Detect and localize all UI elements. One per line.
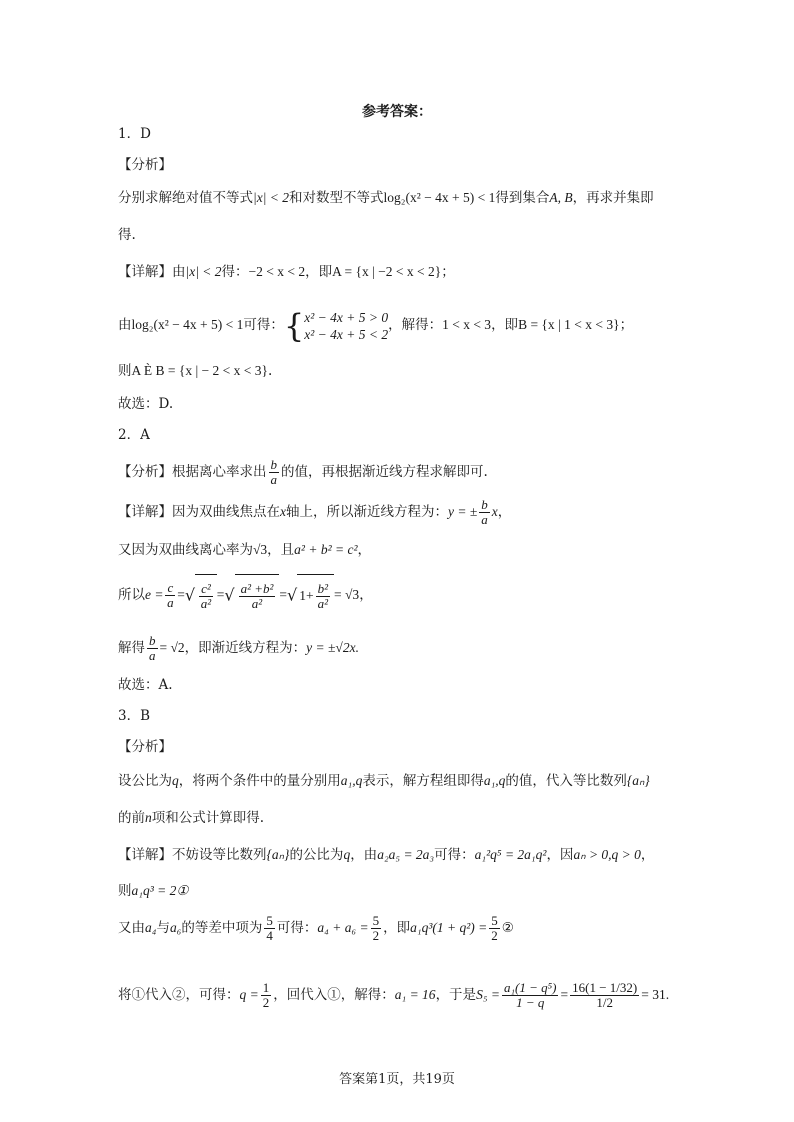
equals: = bbox=[177, 587, 185, 602]
q3-analysis-line1 bbox=[118, 772, 650, 790]
math: = √2 bbox=[159, 640, 185, 655]
math: √3 bbox=[253, 542, 268, 557]
math: A, B bbox=[549, 190, 573, 205]
math: 1 < x < 3 bbox=[442, 317, 492, 332]
system-row-2: x² − 4x + 5 < 2 bbox=[304, 326, 389, 342]
numerator: 16(1 − 1/32) bbox=[572, 980, 638, 995]
math: y = ± bbox=[448, 504, 478, 519]
text: 得到集合 bbox=[495, 190, 550, 206]
math: 1+ bbox=[299, 588, 314, 603]
math: a₁,q bbox=[340, 773, 363, 788]
q3-analysis-line2 bbox=[118, 809, 264, 827]
text: 设公比为 bbox=[118, 773, 172, 789]
q3-analysis-tag: 【分析】 bbox=[118, 739, 172, 755]
math: q bbox=[343, 847, 351, 862]
math: A = {x | −2 < x < 2} bbox=[332, 264, 442, 279]
brace-glyph: { bbox=[283, 306, 305, 345]
text: 则 bbox=[118, 883, 132, 899]
q1-detail-line1 bbox=[118, 263, 455, 281]
sqrt-body bbox=[235, 574, 280, 617]
fraction bbox=[316, 582, 330, 611]
q2-detail-line2 bbox=[118, 541, 371, 559]
text: 由 bbox=[172, 264, 186, 280]
q2-number: 2．A bbox=[118, 427, 150, 443]
page-footer: 答案第1页，共19页 bbox=[339, 1072, 455, 1087]
text: ，且 bbox=[267, 542, 295, 558]
math: a₂a₅ = 2a₃ bbox=[377, 847, 435, 862]
detail-tag: 【详解】 bbox=[118, 847, 172, 863]
math: A È B = {x | − 2 < x < 3} bbox=[131, 363, 268, 378]
denominator: a² bbox=[317, 596, 329, 611]
math: a₁q³(1 + q²) = bbox=[410, 920, 488, 935]
text: 表示，解方程组即得 bbox=[362, 773, 484, 789]
q2-detail-line1 bbox=[118, 495, 511, 529]
denominator: 2 bbox=[372, 928, 380, 943]
math: S₅ = bbox=[476, 987, 500, 1002]
text: ， bbox=[359, 587, 373, 603]
numerator: c² bbox=[201, 581, 211, 596]
math: a₄ bbox=[145, 920, 157, 935]
text: ； bbox=[619, 317, 634, 333]
numerator: b bbox=[270, 457, 277, 472]
text: ② bbox=[501, 920, 514, 936]
math: q = bbox=[239, 987, 259, 1002]
text: ， bbox=[640, 847, 655, 863]
radical-icon: √ bbox=[184, 585, 196, 605]
fraction bbox=[479, 498, 490, 527]
numerator: b bbox=[481, 497, 488, 512]
q2-analysis bbox=[118, 455, 488, 489]
text: ，即 bbox=[491, 317, 519, 333]
text: 因为双曲线焦点在 bbox=[172, 504, 280, 520]
numerator: a² +b² bbox=[240, 581, 274, 596]
text: 的值，代入等比数列 bbox=[505, 773, 627, 789]
inequality-system bbox=[304, 309, 388, 343]
denominator: 1/2 bbox=[596, 995, 613, 1010]
text: 将①代入②，可得： bbox=[118, 987, 240, 1003]
denominator: a bbox=[270, 472, 277, 487]
numerator: 1 bbox=[262, 980, 270, 995]
fraction bbox=[269, 458, 280, 487]
denominator: a² bbox=[200, 596, 212, 611]
math: |x| < 2 bbox=[253, 190, 290, 205]
math: a² + b² = c² bbox=[294, 542, 358, 557]
text: ，再求并集即 bbox=[572, 190, 654, 206]
q1-detail-line3 bbox=[118, 362, 272, 380]
fraction bbox=[147, 634, 158, 663]
math: e = bbox=[145, 587, 164, 602]
math: a₁²q⁵ = 2a₁q² bbox=[474, 847, 547, 862]
text: 分别求解绝对值不等式 bbox=[118, 190, 253, 206]
text: ， bbox=[357, 542, 372, 558]
text: ，解得： bbox=[388, 317, 443, 333]
denominator: a bbox=[149, 648, 156, 663]
math: y = ±√2x. bbox=[306, 640, 359, 655]
sqrt-body bbox=[195, 574, 217, 617]
text: 的等差中项为 bbox=[181, 920, 263, 936]
math: |x| < 2 bbox=[185, 264, 222, 279]
text: . bbox=[268, 363, 273, 379]
text: 的前 bbox=[118, 810, 145, 826]
fraction bbox=[264, 914, 275, 943]
denominator: 1 − q bbox=[516, 995, 545, 1010]
q3-detail-line4 bbox=[118, 970, 669, 1020]
math: = 31. bbox=[641, 987, 670, 1002]
equals: = bbox=[560, 987, 569, 1002]
math: a₁q³ = 2① bbox=[131, 883, 189, 898]
fraction bbox=[261, 981, 272, 1010]
fraction bbox=[199, 582, 213, 611]
text: 的值，再根据渐近线方程求解即可. bbox=[281, 464, 488, 480]
numerator: c bbox=[167, 580, 174, 595]
q1-number: 1．D bbox=[118, 126, 151, 142]
fraction bbox=[502, 981, 558, 1010]
q2-detail-line3 bbox=[118, 574, 373, 617]
math: n bbox=[145, 810, 152, 825]
text: 得： bbox=[221, 264, 249, 280]
numerator: b² bbox=[317, 581, 329, 596]
math: B = {x | 1 < x < 3} bbox=[518, 317, 620, 332]
denominator: 2 bbox=[491, 928, 498, 943]
math: {aₙ} bbox=[626, 773, 650, 788]
q3-detail-line3 bbox=[118, 910, 514, 946]
numerator: 5 bbox=[266, 913, 273, 928]
fraction bbox=[371, 914, 382, 943]
math: a₄ + a₆ = bbox=[317, 920, 369, 935]
numerator: 5 bbox=[491, 913, 498, 928]
math: {aₙ} bbox=[266, 847, 290, 862]
fraction bbox=[239, 582, 276, 611]
radical-icon: √ bbox=[287, 585, 298, 605]
q1-analysis-line1 bbox=[118, 189, 654, 207]
page-title: 参考答案： bbox=[362, 104, 432, 120]
math: = √3 bbox=[334, 587, 360, 602]
fraction bbox=[165, 581, 175, 610]
detail-tag: 【详解】 bbox=[118, 264, 172, 280]
text: 的公比为 bbox=[289, 847, 344, 863]
math: a₆ bbox=[169, 920, 182, 935]
text: ， bbox=[497, 504, 512, 520]
text: 与 bbox=[156, 920, 170, 936]
math: a₁,q bbox=[483, 773, 506, 788]
text: ，即 bbox=[305, 264, 333, 280]
text: 和对数型不等式 bbox=[289, 190, 384, 206]
text: 又因为双曲线离心率为 bbox=[118, 542, 253, 558]
text: 解得 bbox=[118, 640, 145, 656]
numerator: b bbox=[149, 633, 156, 648]
q2-detail-line4 bbox=[118, 631, 359, 665]
system-row-1: x² − 4x + 5 > 0 bbox=[304, 309, 389, 325]
denominator: a bbox=[167, 595, 174, 610]
denominator: 2 bbox=[262, 995, 270, 1010]
math: aₙ > 0,q > 0 bbox=[573, 847, 641, 862]
denominator: a² bbox=[251, 596, 263, 611]
text: 所以 bbox=[118, 587, 145, 603]
equals: = bbox=[279, 587, 288, 602]
text: 可得： bbox=[243, 317, 284, 333]
radical-icon: √ bbox=[224, 585, 235, 605]
math: log₂(x² − 4x + 5) < 1 bbox=[383, 190, 496, 205]
q3-detail-line2 bbox=[118, 882, 188, 900]
text: ，回代入①，解得： bbox=[273, 987, 395, 1003]
equals: = bbox=[216, 587, 225, 602]
q1-answer: 故选：D. bbox=[118, 396, 174, 412]
text: ，即渐近线方程为： bbox=[184, 640, 307, 656]
math: q bbox=[172, 773, 179, 788]
fraction bbox=[570, 981, 639, 1010]
sqrt-body bbox=[297, 574, 334, 617]
math: x bbox=[491, 504, 498, 519]
text: 可得： bbox=[276, 920, 318, 936]
q2-answer: 故选：A. bbox=[118, 677, 173, 693]
q3-number: 3．B bbox=[118, 708, 151, 724]
detail-tag: 【详解】 bbox=[118, 504, 172, 520]
text: 不妨设等比数列 bbox=[172, 847, 267, 863]
q3-detail-line1 bbox=[118, 846, 654, 864]
math: a₁ = 16 bbox=[394, 987, 436, 1002]
denominator: a bbox=[481, 512, 488, 527]
text: 可得： bbox=[434, 847, 475, 863]
text: ，由 bbox=[350, 847, 378, 863]
text: ； bbox=[441, 264, 455, 280]
analysis-tag: 【分析】 bbox=[118, 464, 172, 480]
text: ，于是 bbox=[435, 987, 477, 1003]
text: 项和公式计算即得. bbox=[151, 810, 265, 826]
text: 根据离心率求出 bbox=[172, 464, 267, 480]
math: −2 < x < 2 bbox=[248, 264, 306, 279]
numerator: 5 bbox=[372, 913, 380, 928]
q1-detail-line2 bbox=[118, 305, 633, 345]
math: x bbox=[280, 504, 286, 519]
q1-analysis-line2: 得. bbox=[118, 227, 136, 243]
denominator: 4 bbox=[266, 928, 273, 943]
text: 轴上，所以渐近线方程为： bbox=[286, 504, 448, 520]
fraction bbox=[489, 914, 500, 943]
text: 又由 bbox=[118, 920, 145, 936]
numerator: a₁(1 − q⁵) bbox=[504, 980, 557, 995]
math: log₂(x² − 4x + 5) < 1 bbox=[131, 317, 244, 332]
q1-analysis-tag: 【分析】 bbox=[118, 157, 172, 173]
text: ，因 bbox=[546, 847, 574, 863]
text: ，即 bbox=[383, 920, 411, 936]
text: 则 bbox=[118, 363, 132, 379]
text: ，将两个条件中的量分别用 bbox=[178, 773, 341, 789]
text: 由 bbox=[118, 317, 132, 333]
